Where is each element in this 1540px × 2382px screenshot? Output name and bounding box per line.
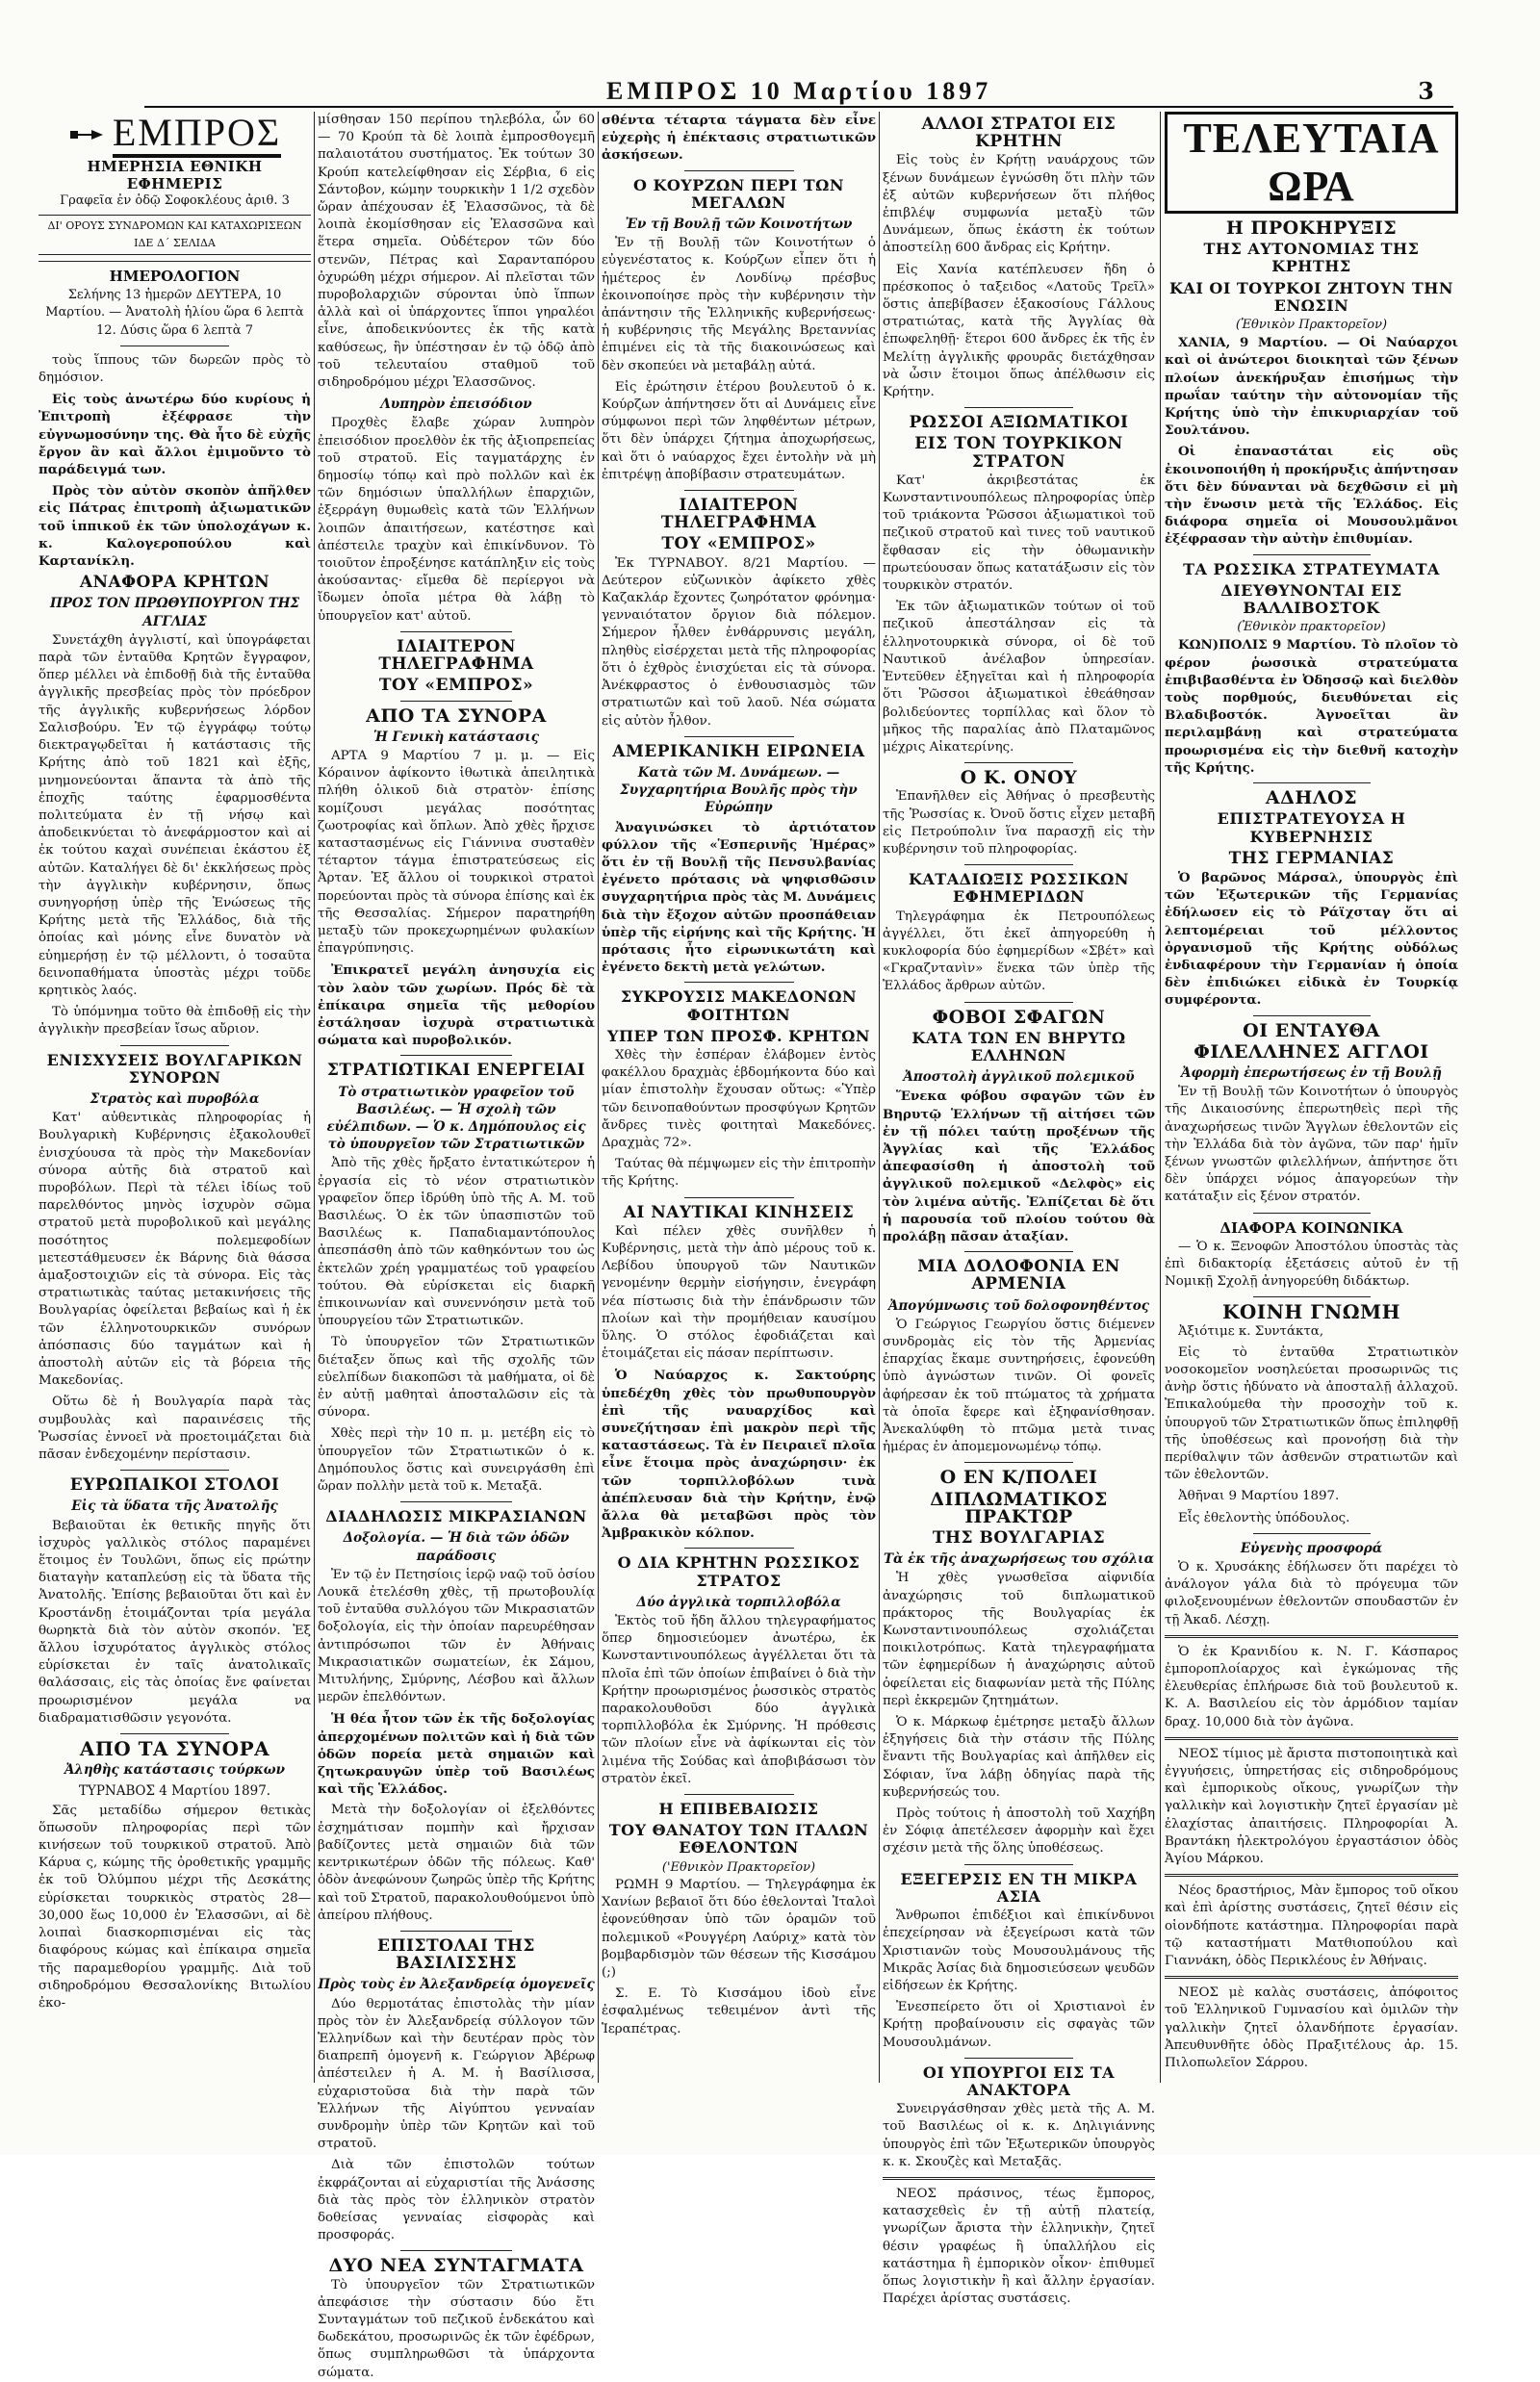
article-heading: ΤΗΣ ΓΕΡΜΑΝΙΑΣ bbox=[1228, 848, 1395, 868]
paragraph: Ἐν τῇ Βουλῇ τῶν Κοινοτήτων ὁ εὐγενέστατος κ. Κούρζων εἶπεν ὅτι ἡ ἡμέτερος ἐν Λονδίνῳ πρέσβυς ἐκοινοποίησε πρὸς τὴν κυβέρνησιν τὴν ἀπάντησιν τῆς Ἑλληνικῆς κυβερνήσεως· ἡ κυβέρνησις τῆς Μεγάλης Βρεταννίας ἐπιμένει εἰς τὰ τῆς διακοινώσεως καὶ δὲν σκοπεύει νὰ μεταβάλῃ αὐτά. bbox=[602, 236, 876, 373]
divider bbox=[964, 1002, 1073, 1003]
article-heading: ΦΟΒΟΙ ΣΦΑΓΩΝ bbox=[932, 1006, 1106, 1028]
article-heading: ΕΠΙΣΤΟΛΑΙ ΤΗΣ ΒΑΣΙΛΙΣΣΗΣ bbox=[377, 1935, 535, 1974]
paragraph: Ἐν τῇ Βουλῇ τῶν Κοινοτήτων ὁ ὑπουργὸς τῆς Δικαιοσύνης ἐπερωτηθεὶς περὶ τῆς ἀναχωρήσεως τινῶν Ἄγγλων ἐθελοντῶν εἰς τὴν Ἑλλάδα διὰ τὸν ἀγῶνα, τῶν παρ' ἡμῖν ξένων γνωστῶν φιλελλήνων, ἀπήντησε ὅτι δὲν ὑπάρχει νόμος ἀπαγορεύων τὴν κατάταξιν εἰς ξένον στρατόν. bbox=[1165, 1085, 1458, 1205]
paragraph: Πρὸς τούτοις ἡ ἀποστολὴ τοῦ Χαχήβη ἐν Σόφιᾳ ἀπετέλεσεν ἀφορμὴν καὶ ἔχει σχέσιν μετὰ τῆς ὅλης ὑποθέσεως. bbox=[883, 1806, 1155, 1857]
article-heading: ΑΠΟ ΤΑ ΣΥΝΟΡΑ bbox=[79, 1737, 270, 1761]
divider bbox=[684, 490, 794, 491]
article-heading: ΔΙΑΦΟΡΑ ΚΟΙΝΩΝΙΚΑ bbox=[1219, 1218, 1403, 1237]
paragraph: Προχθὲς ἔλαβε χώραν λυπηρὸν ἐπεισόδιον προελθὸν ἐκ τῆς ἀξιοπρεπείας τοῦ στρατοῦ. Εἰς ταγματάρχης ἐν δημοσίῳ τόπῳ καὶ πρὸ πολλῶν καὶ ἐκ τῶν δημόσιων ὑπαλλήλων ἐπαρχιῶν, ἐξερράγη θυμωθεὶς κατὰ τῶν Ἑλλήνων λοιπῶν ἀπαιτήσεων, κατέστησε καὶ ἀπέστειλε τραχὺν καὶ ἐπικίνδυνον. Τὸ τοιοῦτον ἐπροξένησε κατάπληξιν εἰς τοὺς ἀκούσαντας· εἴμεθα δὲ περίεργοι νὰ ἴδωμεν ὁποῖα μέτρα θὰ λάβῃ τὸ ὑπουργεῖον κατ' αὐτοῦ. bbox=[318, 416, 595, 624]
column-divider bbox=[314, 112, 315, 2083]
article-heading: ΙΔΙΑΙΤΕΡΟΝ ΤΗΛΕΓΡΑΦΗΜΑ bbox=[378, 636, 534, 675]
paragraph: Τὸ ὑπόμνημα τοῦτο θὰ ἐπιδοθῇ εἰς τὴν ἀγγλικὴν πρεσβείαν ἴσως αὔριον. bbox=[38, 1005, 311, 1037]
divider bbox=[120, 1045, 229, 1046]
paragraph: Ἀξιότιμε κ. Συντάκτα, bbox=[1178, 1323, 1324, 1339]
divider bbox=[1165, 1976, 1458, 1979]
calendar-heading: ΗΜΕΡΟΛΟΓΙΟΝ bbox=[109, 268, 241, 286]
article-subheading: Πρὸς τοὺς ἐν Ἀλεξανδρείᾳ ὁμογενεῖς bbox=[318, 1977, 595, 1993]
article-subheading: Λυπηρὸν ἐπεισόδιον bbox=[380, 397, 532, 413]
paragraph: Χθὲς τὴν ἑσπέραν ἐλάβομεν ἐντὸς φακέλλου δραχμὰς ἑβδομήκοντα δύο καὶ μίαν ἐπιστολὴν ἔχουσαν οὕτως: «Ὑπὲρ τῶν δεινοπαθούντων προσφύγων Κρητῶν ἄνδρες τινὲς φοιτηταὶ Μακεδόνες. Δραχμὰς 72». bbox=[602, 1047, 876, 1150]
calendar-text: Σελήνης 13 ἡμερῶν ΔΕΥΤΕΡΑ, 10 Μαρτίου. — Ἀνατολὴ ἡλίου ὥρα 6 λεπτὰ 12. Δύσις ὥρα 6 λεπτὰ 7 bbox=[45, 288, 304, 338]
paragraph: ΡΩΜΗ 9 Μαρτίου. — Τηλεγράφημα ἐκ Χανίων βεβαιοῖ ὅτι δύο ἐθελονταὶ Ἰταλοὶ ἐφονεύθησαν ὑπὸ τῶν ὁραμῶν τοῦ πολεμικοῦ «Ρουγγέρη Λαύριχ» κατὰ τὸν βομβαρδισμὸν τῶν θέσεων τῆς Κισσάμου (;) bbox=[602, 1877, 876, 1980]
article-heading: Ο Κ. ΟΝΟΥ bbox=[960, 767, 1078, 789]
divider bbox=[1165, 1737, 1458, 1740]
paragraph: Ἄνθρωποι ἐπιδέξιοι καὶ ἐπικίνδυνοι ἐπεχείρησαν νὰ ἐξεγείρωσι κατὰ τῶν Χριστιανῶν τοὺς Μουσουλμάνους τῆς Μικρᾶς Ἀσίας διὰ δημοσιεύσεων ψευδῶν εἰδήσεων ἐκ Κρήτης. bbox=[883, 1908, 1155, 1993]
column-2 bbox=[318, 112, 595, 2380]
article-subheading: Ἡ Γενικὴ κατάστασις bbox=[373, 729, 539, 745]
paragraph: μίσθησαν 150 περίπου τηλεβόλα, ὧν 60 — 70 Κρούπ τὰ δὲ λοιπὰ ἐμπροσθογεμῆ παλαιοτάτου συστήματος. Ἐκ τούτων 30 Κρούπ κατελείφθησαν εἰς Σέρβια, 6 εἰς Σάντοβον, κώμην τουρκικὴν 1 1/2 σχεδὸν ὥραν ἀπέχουσαν ἐξ Ἐλασσῶνος, τὰ δὲ λοιπὰ ἐκομίσθησαν εἰς Ἐλασσῶνα καὶ ἕτερα σημεῖα. Οὐδέτερον τῶν δύο στενῶν, Πέτρας καὶ Σαρανταπόρου ὀχυρώθη μέχρι σήμερον. Αἱ πλεῖσται τῶν πυροβολαρχιῶν σύρονται ὑπὸ ἵππων ἀλλὰ καὶ οἱ ὑπάρχοντες ἵπποι γηραλέοι εἶνε, ἀποδεικνύοντες ἐκ τῆς κατὰ καθύσεως, ἣν ὑπέστησαν ἐν τῷ ὁδῷ ἀπὸ τοῦ τελευταίου σταθμοῦ τοῦ σιδηροδρόμου μέχρι Ἐλασσῶνος. bbox=[318, 113, 595, 391]
divider bbox=[400, 1501, 511, 1502]
article-heading: ΥΠΕΡ ΤΩΝ ΠΡΟΣΦ. ΚΡΗΤΩΝ bbox=[607, 1026, 870, 1045]
paragraph: Τηλεγράφημα ἐκ Πετρουπόλεως ἀγγέλλει, ὅτι ἐκεῖ ἀπηγορεύθη ἡ κυκλοφορία δύο ἐφημερίδων «Σβέτ» καὶ «Γκραζντανὶν» ἕνεκα τῶν ὑπὲρ τῆς Ἑλλάδος ἄρθρων αὐτῶν. bbox=[883, 909, 1155, 994]
paragraph: Πρὸς τὸν αὐτὸν σκοπὸν ἀπῆλθεν εἰς Πάτρας ἐπιτροπὴ ἀξιωματικῶν τοῦ ἱππικοῦ ἐκ τῶν ὑπολοχάγων κ. κ. Καλογεροπούλου καὶ Καρτανίκλη. bbox=[38, 483, 311, 570]
article-subheading: Ἀπογύμνωσις τοῦ δολοφονηθέντος bbox=[887, 1297, 1150, 1314]
divider bbox=[684, 1548, 794, 1549]
paragraph: Ἀθῆναι 9 Μαρτίου 1897. bbox=[1178, 1489, 1340, 1504]
paragraph: Εἰς τοὺς ἐν Κρήτῃ ναυάρχους τῶν ξένων δυνάμεων ἐγνώσθη ὅτι πλὴν τῶν ἐξ αὐτῶν κυβερνήσεων ὅτι πλήθος ἐπιβλέψ συμφωνία μεταξὺ τῶν Δυνάμεων, ὅπως ἑκάστη ἐκ τούτων ἀποστείλῃ 600 ἄνδρας εἰς Κρήτην. bbox=[883, 153, 1155, 256]
divider bbox=[883, 2177, 1155, 2180]
article-heading: ΚΑΤΑ ΤΩΝ ΕΝ ΒΗΡΥΤΩ ΕΛΛΗΝΩΝ bbox=[911, 1028, 1126, 1064]
paragraph: Ὁ Γεώργιος Γεωργίου ὅστις διέμενεν συνδρομὰς εἰς τὸν τῆς Ἀρμενίας ἐπαρχίας ἔκαμε συντηρήσεις, ἐφονεύθη ὑπὸ ἀγνώστων τινῶν. Οἱ φονεῖς ἀφήρεσαν ἐκ τοῦ πτώματος τὰ χρήματα τὰ ὁποῖα ἔφερε καὶ ἐξηφανίσθησαν. Ἀνεκαλύφθη τὸ πτῶμα μετὰ τινας ἡμέρας ἐν ἀπομεμονωμένῳ τόπῳ. bbox=[883, 1317, 1155, 1455]
paragraph: τοὺς ἵππους τῶν δωρεῶν πρὸς τὸ δημόσιον. bbox=[38, 352, 311, 386]
dateline: ΤΥΡΝΑΒΟΣ 4 Μαρτίου 1897. bbox=[78, 1783, 271, 1800]
paragraph: Ἡ χθὲς γνωσθεῖσα αἰφνιδία ἀναχώρησις τοῦ διπλωματικοῦ πράκτορος τῆς Βουλγαρίας ἐκ Κωνσταντινουπόλεως σχολιάζεται ποικιλοτρόπως. Κατὰ τηλεγραφήματα τῶν ἐφημερίδων ἡ ἀναχώρησις αὐτοῦ ὀφείλεται εἰς διαφωνίαν μετὰ τῆς Πύλης περὶ ἐκκρεμῶν ζητημάτων. bbox=[883, 1571, 1155, 1708]
article-heading: Ο ΕΝ Κ/ΠΟΛΕΙ bbox=[939, 1467, 1098, 1489]
paragraph: Εἰς ἐρώτησιν ἑτέρου βουλευτοῦ ὁ κ. Κούρζων ἀπήντησεν ὅτι αἱ Δυνάμεις εἶνε σύμφωνοι περὶ τῶν ληφθέντων μέτρων, ὅτι δὲν ὑπάρχει ζήτημα ἀποχωρήσεως, καὶ ὅτι ὁ ναύαρχος ἔχει ἐντολὴν νὰ μὴ ἐπιτρέψῃ ἀποβίβασιν στρατευμάτων. bbox=[602, 379, 876, 482]
article-heading: ΤΑ ΡΩΣΣΙΚΑ ΣΤΡΑΤΕΥΜΑΤΑ bbox=[1183, 559, 1440, 578]
divider bbox=[1253, 554, 1371, 555]
divider bbox=[400, 1931, 511, 1932]
running-title: ΕΜΠΡΟΣ 10 Μαρτίου 1897 bbox=[606, 77, 992, 105]
column-3 bbox=[602, 112, 876, 2083]
divider bbox=[1253, 782, 1371, 783]
masthead-terms: ΔΙ' ΟΡΟΥΣ ΣΥΝΔΡΟΜΩΝ ΚΑΙ ΚΑΤΑΧΩΡΙΣΕΩΝ ΙΔΕ Δ΄ ΣΕΛΙΔΑ bbox=[38, 215, 311, 255]
paragraph: Ἡ θέα ἦτον τῶν ἐκ τῆς δοξολογίας ἀπερχομένων πολιτῶν καὶ ἡ διὰ τῶν ὁδῶν πορεία μετὰ σημαιῶν καὶ ζητωκραυγῶν ὑπὲρ τοῦ Βασιλέως καὶ τῆς Ἑλλάδος. bbox=[318, 1711, 595, 1798]
paragraph: Χθὲς περὶ τὴν 10 π. μ. μετέβη εἰς τὸ ὑπουργεῖον τῶν Στρατιωτικῶν ὁ κ. Δημόπουλος ὅστις καὶ συνειργάσθη ἐπὶ ὥραν πολλὴν μετὰ τοῦ κ. Μεταξᾶ. bbox=[318, 1426, 595, 1495]
paragraph: Ὁ Ναύαρχος κ. Σακτούρης ὑπεδέχθη χθὲς τὸν πρωθυπουργὸν ἐπὶ τῆς ναυαρχίδος καὶ συνεζήτησαν ἐπὶ μακρὸν περὶ τῆς καταστάσεως. Τὰ ἐν Πειραιεῖ πλοῖα εἶνε ἕτοιμα πρὸς ἀναχώρησιν· ἐκ τῶν τορπιλλοβόλων τινὰ ἀπέπλευσαν διὰ τὴν Κρήτην, ἐνῷ ἄλλα θὰ μεταβῶσι πρὸς τὸν Ἀμβρακικὸν κόλπον. bbox=[602, 1368, 876, 1542]
article-heading: ΚΑΤΑΔΙΩΞΙΣ ΡΩΣΣΙΚΩΝ ΕΦΗΜΕΡΙΔΩΝ bbox=[908, 870, 1130, 907]
divider bbox=[684, 982, 794, 983]
paragraph: Ἐπικρατεῖ μεγάλη ἀνησυχία εἰς τὸν λαὸν τῶν χωρίων. Πρός δὲ τὰ ἐπίκαιρα σημεῖα τῆς μεθορίου ἐστάλησαν ἰσχυρὰ στρατιωτικὰ σώματα καὶ πυροβολικόν. bbox=[318, 962, 595, 1049]
paragraph: Εἷς ἐθελοντὴς ὑπόδουλος. bbox=[1178, 1510, 1350, 1525]
article-subheading: Τὰ ἐκ τῆς ἀναχωρήσεως του σχόλια bbox=[884, 1551, 1154, 1568]
paragraph: Ἐκτὸς τοῦ ἤδη ἄλλου τηλεγραφήματος ὅπερ δημοσιεύομεν ἀνωτέρω, ἐκ Κωνσταντινουπόλεως ἀγγέλλεται ὅτι τὰ πλοῖα ἐπὶ τῶν ὁποίων ἐπιβαίνει ὁ διὰ τὴν Κρήτην προωρισμένος ῥωσσικὸς στρατὸς παρακολουθοῦσι δύο ἀγγλικὰ τορπιλλοβόλα ἐκ Σμύρνης. Ἡ πρόθεσις τῶν πλοίων εἶνε νὰ ἀφίκωνται εἰς τὸν λιμένα τῆς Σούδας καὶ ἀποβιβάσωσι τὸν στρατὸν ἐκεῖ. bbox=[602, 1614, 876, 1786]
paragraph: Ἀναγινώσκει τὸ ἀρτιότατον φύλλον τῆς «Ἑσπερινῆς Ἡμέρας» ὅτι ἐν τῇ Βουλῇ τῆς Πενσυλβανίας ἐγένετο πρότασις νὰ ψηφισθῶσιν συγχαρητήρια πρὸς τὰς Μ. Δυνάμεις διὰ τὴν ἔξοχον αὐτῶν προσπάθειαν ὑπὲρ τῆς εἰρήνης καὶ τῆς Κρήτης. Ἡ πρότασις ἦτο εἰρωνικωτάτη καὶ ἐγένετο δεκτὴ μετὰ γελώτων. bbox=[602, 819, 876, 976]
paragraph: Ὁ κ. Χρυσάκης ἐδήλωσεν ὅτι παρέχει τὸ ἀνάλογον γάλα διὰ τὸ πρόγευμα τῶν φιλοξενουμένων ἐθελοντῶν σπουδαστῶν ἐν τῇ Ἀκαδ. Λέσχῃ. bbox=[1165, 1560, 1458, 1627]
article-heading: ΜΙΑ ΔΟΛΟΦΟΝΙΑ ΕΝ ΑΡΜΕΝΙΑ bbox=[917, 1257, 1120, 1294]
article-heading: ΤΗΣ ΑΥΤΟΝΟΜΙΑΣ ΤΗΣ ΚΡΗΤΗΣ bbox=[1203, 240, 1420, 276]
article-heading: Ο ΔΙΑ ΚΡΗΤΗΝ ΡΩΣΣΙΚΟΣ ΣΤΡΑΤΟΣ bbox=[617, 1553, 860, 1590]
divider bbox=[1165, 1635, 1458, 1638]
article-subheading: Ἐν τῇ Βουλῇ τῶν Κοινοτήτων bbox=[625, 217, 853, 233]
article-heading: ΟΙ ΕΝΤΑΥΘΑ bbox=[1243, 1019, 1380, 1041]
article-heading: ΔΙΑΔΗΛΩΣΙΣ ΜΙΚΡΑΣΙΑΝΩΝ bbox=[325, 1507, 587, 1526]
paragraph: ΧΑΝΙΑ, 9 Μαρτίου. — Οἱ Ναύαρχοι καὶ οἱ ἀνώτεροι διοικηταὶ τῶν ξένων πλοίων ἀνεκήρυξαν ἐπισήμως τὴν πρωΐαν ταύτην τὴν αὐτονομίαν τῆς Κρήτης ὑπὸ τὴν ἐπικυριαρχίαν τοῦ Σουλτάνου. bbox=[1165, 335, 1458, 439]
page-number: 3 bbox=[1418, 77, 1434, 105]
paragraph: ΑΡΤΑ 9 Μαρτίου 7 μ. μ. — Εἰς Κόραινον ἀφίκοντο ἰθωτικὰ ἀπειλητικὰ πλήθη ὁλικοῦ διὰ στρατὸν· ἐπίσης κομίζουσι μεγάλας ποσότητας ζωοτροφίας καὶ ὅπλων. Ἀπὸ χθὲς ἤρχισε καταστασμένως εἰς Γιάννινα συσταθὲν τέταρτον τάγμα ἐπιστρατεύσεως εἰς Ἀρταν. Ἐξ ἄλλου οἱ τουρκικοὶ στρατοὶ πορεύονται πρὸς τὰ σύνορα ἐπίσης καὶ ἐκ τῆς Θεσσαλίας. Σήμερον παρατηρήθη μεταξὺ τῶν προκεχωρημένων φυλακίων ἐπαγρύπνησις. bbox=[318, 748, 595, 957]
article-heading: ΣΤΡΑΤΙΩΤΙΚΑΙ ΕΝΕΡΓΕΙΑΙ bbox=[326, 1061, 586, 1081]
article-heading: ΕΙΣ ΤΟΝ ΤΟΥΡΚΙΚΟΝ ΣΤΡΑΤΟΝ bbox=[914, 434, 1123, 472]
article-subheading: Τὸ στρατιωτικὸν γραφεῖον τοῦ Βασιλέως. — Ἡ σχολὴ τῶν εὐέλπιδων. — Ὁ κ. Δημόπουλος εἰς τὸ ὑπουργεῖον τῶν Στρατιωτικῶν bbox=[326, 1084, 586, 1153]
article-heading: Η ΠΡΟΚΗΡΥΞΙΣ bbox=[1225, 218, 1398, 239]
paragraph: Οὕτω δὲ ἡ Βουλγαρία παρὰ τὰς συμβουλὰς καὶ παραινέσεις τῆς Ῥωσσίας ἐννοεῖ νὰ προετοιμάζεται διὰ πᾶσαν ἐνδεχομένην περίστασιν. bbox=[38, 1395, 311, 1463]
column-1 bbox=[38, 112, 311, 2083]
paragraph: Συνετάχθη ἀγγλιστί, καὶ ὑπογράφεται παρὰ τῶν ἐνταῦθα Κρητῶν ἔγγραφον, ὅπερ μέλλει νὰ ἐπιδοθῇ διὰ τῆς ἐνταῦθα ἀγγλικῆς πρεσβείας πρὸς τὸν πρόεδρον τῆς ἀγγλικῆς κυβερνήσεως λόρδον Σαλισβούρυ. Ἐν τῷ ἐγγράφῳ τούτῳ διεκτραγῳδεῖται ἡ κατάστασις τῆς Κρήτης ἀπὸ τοῦ 1821 καὶ ἐξῆς, μνημονεύονται ἅπαντα τὰ ἀπὸ τῆς ἐποχῆς ταύτης ἐφαρμοσθέντα πολιτεύματα ἐν τῇ νήσῳ καὶ ἀποδεικνύεται τὸ ἀνεφάρμοστον καὶ αἱ ἐκ τούτου καχαὶ συνέπειαι ἑκάστου ἐξ αὐτῶν. Καταλήγει δὲ δι' ἐκκλήσεως πρὸς τὴν ἀγγλικὴν κυβέρνησιν, ὅπως συνηγορήσῃ ὑπὲρ τῆς Ἑνώσεως τῆς Κρήτης μετὰ τῆς Ἑλλάδος, διὰ τῆς ὁποίας καὶ μόνης εἶνε δυνατὸν νὰ εὐημερήσῃ ἐν τῷ μέλλοντι, ὁ τοσαῦτα δεινοπαθήματα ὑποστὰς μέχρι τοῦδε κρητικὸς λαός. bbox=[38, 632, 311, 998]
paragraph: Σᾶς μεταδίδω σήμερον θετικὰς ὅπωσοῦν πληροφορίας περὶ τῶν κινήσεων τοῦ τουρκικοῦ στρατοῦ. Ἀπὸ Κάρυα ς, κώμης τῆς ὀροθετικῆς γραμμῆς ἐκ τοῦ Ὀλύμπου μέχρι τῆς Δεσκάτης εὑρίσκεται τουρκικὸς στρατὸς 28—30,000 ἕως 10,000 ἐν Ἐλασσῶνι, αἱ δὲ λοιπαὶ διασκορπισμέναι εἰς τὰς διαφόρους κώμας καὶ ἐπίκαιρα σημεῖα τῆς παραμεθορίου γραμμῆς. Διὰ τοῦ σιδηροδρόμου Θεσσαλονίκης Βιτωλίου ἐκο- bbox=[38, 1803, 311, 2011]
pointing-hand-icon bbox=[68, 122, 107, 147]
paragraph: Συνειργάσθησαν χθὲς μετὰ τῆς Α. Μ. τοῦ Βασιλέως οἱ κ. κ. Δηλιγιάννης ὑπουργὸς ἐπὶ τῶν Ἐξωτερικῶν ὑπουργὸς κ. κ. Σκουζὲς καὶ Μεταξᾶς. bbox=[883, 2102, 1155, 2169]
running-header bbox=[144, 75, 1453, 104]
paragraph: — Ὁ κ. Ξενοφῶν Ἀποστόλου ὑποστὰς τὰς ἐπὶ διδακτορίᾳ ἐξετάσεις αὐτοῦ ἐν τῇ Νομικῇ Σχολῇ ἀνηγορεύθη διδάκτωρ. bbox=[1165, 1239, 1458, 1290]
masthead-subtitle: ΗΜΕΡΗΣΙΑ ΕΘΝΙΚΗ ΕΦΗΜΕΡΙΣ bbox=[87, 158, 263, 193]
article-heading: ΤΟΥ «ΕΜΠΡΟΣ» bbox=[378, 676, 534, 696]
paragraph: Καὶ πέλεν χθὲς συνῆλθεν ἡ Κυβέρνησις, μετὰ τὴν ἀπὸ μέρους τοῦ κ. Λεβίδου ὑπουργοῦ τῶν Ναυτικῶν γενομένην θερμὴν εἰσήγησιν, ἐνεγράφη νέα πίστωσις διὰ τὴν ἐπάνδρωσιν τῶν πλοίων καὶ τὴν προμήθειαν καυσίμου ὕλης. Ὁ στόλος ἐφοδιάζεται καὶ ἑτοιμάζεται εἰς πάσαν περίπτωσιν. bbox=[602, 1223, 876, 1362]
article-heading: ΑΛΛΟΙ ΣΤΡΑΤΟΙ ΕΙΣ ΚΡΗΤΗΝ bbox=[921, 115, 1116, 152]
article-heading: ΕΥΡΩΠΑΙΚΟΙ ΣΤΟΛΟΙ bbox=[69, 1475, 280, 1496]
classified-ad: ΝΕΟΣ μὲ καλὰς συστάσεις, ἀπόφοιτος τοῦ Ἑλληνικοῦ Γυμνασίου καὶ ὁμιλῶν τὴν γαλλικὴν ζητεῖ ὁλανδήποτε ἐργασίαν. Ἀπευθυνθῆτε ὁδὸς Πραξιτέλους ἀρ. 15. Πιλοπωλεῖον Σάρρου. bbox=[1165, 1985, 1458, 2071]
paragraph: Τὸ ὑπουργεῖον τῶν Στρατιωτικῶν διέταξεν ὅπως καὶ τῆς σχολῆς τῶν εὐελπίδων διακοπῶσι τὰ μαθήματα, οἱ δὲ ἐν αὐτῇ μαθηταὶ ἀποσταλῶσιν εἰς τὰ σύνορα. bbox=[318, 1335, 595, 1421]
divider bbox=[1253, 1296, 1371, 1297]
article-heading: ΔΙΕΥΘΥΝΟΝΤΑΙ ΕΙΣ ΒΑΛΛΙΒΟΣΤΟΚ bbox=[1220, 580, 1402, 618]
article-heading: ΕΞΕΓΕΡΣΙΣ ΕΝ ΤΗ ΜΙΚΡΑ ΑΣΙΑ bbox=[900, 1869, 1138, 1906]
divider bbox=[964, 2058, 1073, 2059]
article-heading: ΟΙ ΥΠΟΥΡΓΟΙ ΕΙΣ ΤΑ ΑΝΑΚΤΟΡΑ bbox=[922, 2062, 1116, 2099]
paragraph: Ἐκ τῶν ἀξιωματικῶν τούτων οἱ τοῦ πεζικοῦ ἀπεστάλησαν εἰς τὰ ἑλληνοτουρκικὰ σύνορα, οἱ δὲ τοῦ Ναυτικοῦ ἀνέλαβον ὑπηρεσίαν. Ἐντεῦθεν ἐξηγεῖται καὶ ἡ πληροφορία ὅτι Ῥῶσσοι ἀξιωματικοὶ ἐθεάθησαν βολιδεύοντες τορπίλλας καὶ ὅλον τὸ μῆκος τῆς παραλίας ἀπὸ Πλαταμῶνος μέχρις Αἰκατερίνης. bbox=[883, 600, 1155, 755]
article-heading: Ο ΚΟΥΡΖΩΝ ΠΕΡΙ ΤΩΝ ΜΕΓΑΛΩΝ bbox=[632, 175, 845, 212]
paragraph: Ἐνεσπείρετο ὅτι οἱ Χριστιανοὶ ἐν Κρήτῃ προβαίνουσιν εἰς σφαγὰς τῶν Μουσουλμάνων. bbox=[883, 2000, 1155, 2050]
article-heading: ΑΜΕΡΙΚΑΝΙΚΗ ΕΙΡΩΝΕΙΑ bbox=[612, 741, 865, 761]
article-heading: ΔΙΠΛΩΜΑΤΙΚΟΣ ΠΡΑΚΤΩΡ bbox=[930, 1488, 1108, 1527]
classified-ad: Ὁ ἐκ Κρανιδίου κ. Ν. Γ. Κάσπαρος ἐμποροπλοίαρχος καὶ ἐγκώμονας τῆς ἐλευθερίας ἐπλήρωσε διὰ τοῦ βουλευτοῦ κ. Κ. Α. Βασιλείου εἰς τὸν ἁρμόδιον ταμίαν δραχ. 10,000 διὰ τὸν ἀγῶνα. bbox=[1165, 1644, 1458, 1729]
classified-ad: ΝΕΟΣ τίμιος μὲ ἄριστα πιστοποιητικὰ καὶ ἐγγυήσεις, ὑπηρετήσας εἰς σιδηροδρόμους καὶ ἐμπορικοὺς οἴκους, γνωρίζων τὴν γαλλικὴν καὶ λογιστικὴν ζητεῖ ἐργασίαν μὲ ἐλαχίστας ἀπαιτήσεις. Πληροφορίαι Ἀ. Βραντάκη ἠλεκτρολόγου ἐργαστάσιον ὁδὸς Ἀγίου Μάρκου. bbox=[1165, 1746, 1458, 1867]
article-heading: ΑΝΑΦΟΡΑ ΚΡΗΤΩΝ bbox=[79, 573, 270, 593]
divider bbox=[120, 1733, 229, 1734]
masthead bbox=[38, 112, 311, 262]
article-subheading: Δύο ἀγγλικὰ τορπιλλοβόλα bbox=[636, 1594, 841, 1610]
divider bbox=[684, 1794, 794, 1795]
source-note: ('Εθνικὸν Πρακτορεῖον) bbox=[661, 1859, 816, 1875]
paragraph: Ἐν τῷ ἐν Πετησίοις ἱερῷ ναῷ τοῦ ὁσίου Λουκᾶ ἐτελέσθη χθὲς, τῇ πρωτοβουλίᾳ τοῦ ἐνταῦθα συλλόγου τῶν Μικρασιατῶν δοξολογία, εἰς τὴν ὁποίαν παρευρέθησαν ἀντιπρόσωποι τῶν ἐν Ἀθήναις Μικρασιατικῶν σωματείων, ἐκ Σάμου, Μιτυλήνης, Σμύρνης, Λέσβου καὶ ἄλλων μερῶν ἐπελθόντων. bbox=[318, 1567, 595, 1705]
masthead-offices: Γραφεῖα ἐν ὁδῷ Σοφοκλέους ἀριθ. 3 bbox=[60, 193, 290, 209]
paragraph: ΚΩΝ)ΠΟΛΙΣ 9 Μαρτίου. Τὸ πλοῖον τὸ φέρον ῥωσσικὰ στρατεύματα ἐπιβιβασθέντα ἐν Ὀδησσῷ καὶ διελθὸν τοὺς πορθμούς, διευθύνεται εἰς Βλαδιβοστόκ. Ἀγνοεῖται ἂν περιλαμβάνῃ καὶ στρατεύματα προωρισμένα εἰς τὴν διεθνῆ κατοχὴν τῆς Κρήτης. bbox=[1165, 637, 1458, 776]
paragraph: Βεβαιοῦται ἐκ θετικῆς πηγῆς ὅτι ἰσχυρὸς γαλλικὸς στόλος παραμένει ἕτοιμος ἐν Τουλῶνι, ὅπως εἰς πρώτην διαταγὴν καταπλεύσῃ εἰς τὰ ὕδατα τῆς Ἀνατολῆς. Ἐπίσης βεβαιοῦται ὅτι καὶ ἐν Κροστάνδῃ ἑτοιμάζονται τρία μεγάλα θωρηκτὰ διὰ τὸν αὐτὸν σκοπόν. Ἐξ ἄλλου ἰσχυρότατος ἀγγλικὸς στόλος εὑρίσκεται ἐν ταῖς ἀνατολικαῖς θαλάσσαις, εἰς τὰς ὁποίας ἔνε φαίνεται προωρισμένον μεγάλα να διαδραματισθῶσιν γεγονότα. bbox=[38, 1518, 311, 1726]
divider bbox=[964, 1864, 1073, 1865]
paragraph: Εἰς Χανία κατέπλευσεν ἤδη ὁ πρέσκοπος ὁ ταξειδος «Λατοῦς Τρεῖλ» ὅστις ἀπεβίβασεν ἑξακοσίους Γάλλους στρατιώτας, κατὰ τῆς Ἀγγλίας θὰ ἐπωφεληθῇ· ἕτεροι 600 ἄνδρες ἐκ τῆς ἐν Μελίτῃ ἀγγλικῆς φρουρᾶς διετάχθησαν νὰ ὦσιν ἕτοιμοι ὅπως ἀπέλθωσιν εἰς Κρήτην. bbox=[883, 262, 1155, 400]
divider bbox=[400, 1055, 511, 1056]
article-heading: ΕΝΙΣΧΥΣΕΙΣ ΒΟΥΛΓΑΡΙΚΩΝ ΣΥΝΟΡΩΝ bbox=[46, 1050, 303, 1087]
paragraph: Οἱ ἐπαναστάται εἰς οὓς ἐκοινοποιήθη ἡ προκήρυξις ἀπήντησαν ὅτι δὲν δύνανται νὰ δεχθῶσιν εἰ μὴ τὴν ἕνωσιν μετὰ τῆς Ἑλλάδος. Εἰς διάφορα σημεῖα οἱ Μουσουλμᾶνοι ἐξέφρασαν τὴν αὐτὴν ἐπιθυμίαν. bbox=[1165, 444, 1458, 548]
divider bbox=[964, 1251, 1073, 1252]
column-divider bbox=[598, 112, 599, 2083]
divider bbox=[1253, 1213, 1371, 1214]
paragraph: Ταύτας θὰ πέμψωμεν εἰς τὴν ἐπιτροπὴν τῆς Κρήτης. bbox=[602, 1157, 876, 1190]
paragraph: Ὁ βαρῶνος Μάρσαλ, ὑπουργὸς ἐπὶ τῶν Ἐξωτερικῶν τῆς Γερμανίας ἐδήλωσεν εἰς τὸ Ράϊχσταγ ὅτι αἱ λεπτομέρειαι τοῦ μέλλοντος ὀργανισμοῦ τῆς Κρήτης οὐδόλως ἐνδιαφέρουν τὴν Γερμανίαν ἡ ὁποία δὲν ἐπιδιώκει εἰδικὰ ἐν Τουρκίᾳ συμφέροντα. bbox=[1165, 869, 1458, 1009]
divider bbox=[684, 170, 794, 171]
article-subheading: Εὐγενὴς προσφορά bbox=[1240, 1540, 1383, 1556]
article-subheading: ΠΡΟΣ ΤΟΝ ΠΡΩΘΥΠΟΥΡΓΟΝ ΤΗΣ ΑΓΓΛΙΑΣ bbox=[49, 596, 300, 629]
last-hour-banner: ΤΕΛΕΥΤΑΙΑ ΩΡΑ bbox=[1165, 112, 1458, 214]
article-heading: ΔΥΟ ΝΕΑ ΣΥΝΤΑΓΜΑΤΑ bbox=[328, 2255, 584, 2277]
source-note: (Ἐθνικὸν Πρακτορεῖον) bbox=[1235, 318, 1388, 333]
paragraph: Μετὰ τὴν δοξολογίαν οἱ ἐξελθόντες ἐσχημάτισαν πομπὴν καὶ ἤρχισαν βαδίζοντες μετὰ σημαιῶν διὰ τῶν κεντρικωτέρων ὁδῶν τῆς πόλεως. Καθ' ὁδὸν ἀνεφώνουν ζωηρῶς ὑπὲρ τῆς Κρήτης καὶ τοῦ Στρατοῦ, παρακολουθούμενοι ὑπὸ ἀπείρου πλήθους. bbox=[318, 1803, 595, 1923]
divider bbox=[120, 1470, 229, 1471]
article-heading: ΑΠΟ ΤΑ ΣΥΝΟΡΑ bbox=[366, 704, 547, 727]
article-subheading: Ἀληθὴς κατάστασις τούρκων bbox=[64, 1762, 286, 1779]
paragraph: σθέντα τέταρτα τάγματα δὲν εἶνε εὐχερὴς ἡ ἐπέκτασις στρατιωτικῶν ἀσκήσεων. bbox=[602, 113, 876, 164]
article-heading: ΤΟΥ «ΕΜΠΡΟΣ» bbox=[661, 534, 816, 554]
article-heading: ΤΗΣ ΒΟΥΛΓΑΡΙΑΣ bbox=[932, 1528, 1106, 1549]
article-heading: ΣΥΚΡΟΥΣΙΣ ΜΑΚΕΔΟΝΩΝ ΦΟΙΤΗΤΩΝ bbox=[620, 987, 858, 1024]
article-heading: ΕΠΙΣΤΡΑΤΕΥΟΥΣΑ Η ΚΥΒΕΡΝΗΣΙΣ bbox=[1217, 809, 1406, 846]
paragraph: Ἀπὸ τῆς χθὲς ἤρξατο ἐντατικώτερον ἡ ἐργασία εἰς τὸ νέον στρατιωτικὸν γραφεῖον ὅπερ ἱδρύθη ὑπὸ τῆς Α. Μ. τοῦ Βασιλέως. Ὁ ἐκ τῶν ὑπασπιστῶν τοῦ Βασιλέως κ. Παπαδιαμαντόπουλος ἀπεσπάσθη ἀπὸ τῶν καθηκόντων του ὡς ἐκτελῶν χρέη γραμματέως τοῦ γραφείου τούτου. Θὰ εὑρίσκεται εἰς διαρκῆ ἐπικοινωνίαν καὶ συνεννόησιν μετὰ τοῦ ὑπουργείου τῶν Στρατιωτικῶν. bbox=[318, 1156, 595, 1329]
paragraph: Ἕνεκα φόβου σφαγῶν τῶν ἐν Βηρυτῷ Ἑλλήνων τῇ αἰτήσει τῶν ἐν τῇ πόλει ταύτῃ προξένων τῆς Ἀγγλίας καὶ τῆς Ἑλλάδος ἀπεφασίσθη ἡ ἀποστολὴ τοῦ ἀγγλικοῦ πολεμικοῦ «Δελφὸς» εἰς τὸν λιμένα αὐτῆς. Ἐλπίζεται δὲ ὅτι ἡ παρουσία τοῦ πλοίου τούτου θὰ προλάβῃ πᾶσαν ἀταξίαν. bbox=[883, 1089, 1155, 1244]
paragraph: Ἐκ ΤΥΡΝΑΒΟΥ. 8/21 Μαρτίου. — Δεύτερον εὐζωνικὸν ἀφίκετο χθὲς Καζακλάρ ἔχοντες ζωηρότατον φρόνημα· γενναιότατον ὄργιον διὰ πόλεμον. Σήμερον ἦλθεν ἐνθάρρυνσις μεγάλη, πληθὺς εἰσέρχεται μετὰ τῆς πληροφορίας ὅτι ὁ ἐχθρὸς ἐνισχύεται εἰς τὰ σύνορα. Ἀνέκφραστος ὁ ἐνθουσιασμὸς τῶν στρατιωτῶν καὶ τοῦ λαοῦ. Νέα σώματα εἰς αὐτὸν ἦλθον. bbox=[602, 555, 876, 729]
classified-ad: ΝΕΟΣ πράσινος, τέως ἔμπορος, κατασχεθεὶς ἐν τῇ αὐτῇ πλατείᾳ, γνωρίζων ἄριστα τὴν ἑλληνικὴν, ζητεῖ θέσιν γραφέως ἢ ὑπαλλήλου εἰς κατάστημα ἢ ἐμπορικὸν οἶκον· ἐπιθυμεῖ ὅπως λογιστικὴν ἢ καὶ ἄλλην ἐργασίαν. Παρέχει ἀρίστας συστάσεις. bbox=[883, 2186, 1155, 2307]
article-heading: ΡΩΣΣΟΙ ΑΞΙΩΜΑΤΙΚΟΙ bbox=[909, 413, 1129, 433]
paragraph: Εἰς τὸ ἐνταῦθα Στρατιωτικὸν νοσοκομεῖον νοσηλεύεται προσωρινῶς τις ἀνὴρ ὅστις ἠδύνατο νὰ ἀποσταλῇ ἀλλαχοῦ. Ἐπικαλούμεθα τὴν προσοχὴν τοῦ κ. ὑπουργοῦ τῶν Στρατιωτικῶν ὅπως ἐπιληφθῇ τῆς ὑποθέσεως καὶ προνοήσῃ διὰ τὴν περίθαλψιν τῶν ἀσθενῶν στρατιωτῶν καὶ τῶν ἐθελοντῶν. bbox=[1165, 1345, 1458, 1483]
header-rule bbox=[144, 106, 1453, 108]
paragraph: Κατ' ἀκριβεστάτας ἐκ Κωνσταντινουπόλεως πληροφορίας ὑπὲρ τοῦ τριάκοντα Ῥῶσσοι ἀξιωματικοὶ τοῦ πεζικοῦ στρατοῦ καὶ τινες τοῦ ναυτικοῦ ἔφθασαν εἰς τὴν ὀθωμανικὴν πρωτεύουσαν ὅπως κατατάξωσιν εἰς τὸν τουρκικὸν στρατόν. bbox=[883, 473, 1155, 594]
article-heading: ΑΙ ΝΑΥΤΙΚΑΙ ΚΙΝΗΣΕΙΣ bbox=[623, 1202, 855, 1222]
article-heading: ΚΑΙ ΟΙ ΤΟΥΡΚΟΙ ΖΗΤΟΥΝ ΤΗΝ ΕΝΩΣΙΝ bbox=[1169, 278, 1453, 315]
paragraph: Διὰ τῶν ἐπιστολῶν τούτων ἐκφράζονται αἱ εὐχαριστίαι τῆς Ἀνάσσης διὰ τὰς πρὸς τὸν ἑλληνικὸν στρατὸν δοθείσας γενναίας εἰσφορὰς καὶ προσφοράς. bbox=[318, 2158, 595, 2243]
paragraph: Δύο θερμοτάτας ἐπιστολὰς τὴν μίαν πρὸς τὸν ἐν Ἀλεξανδρείᾳ σύλλογον τῶν Ἑλληνίδων καὶ τὴν δευτέραν πρὸς τὸν διαπρεπῆ ὁμογενῆ κ. Γεώργιον Ἀβέρωφ ἀπέστειλεν ἡ Α. Μ. ἡ Βασίλισσα, εὐχαριστοῦσα διὰ τὴν παρὰ τῶν Ἑλλήνων τῆς Αἰγύπτου γενναίαν συνδρομὴν ὑπὲρ τῶν Κρητῶν καὶ τοῦ στρατοῦ. bbox=[318, 1996, 595, 2152]
masthead-logo bbox=[38, 112, 311, 158]
divider bbox=[1165, 1874, 1458, 1877]
article-heading: ΤΟΥ ΘΑΝΑΤΟΥ ΤΩΝ ΙΤΑΛΩΝ ΕΘΕΛΟΝΤΩΝ bbox=[608, 1821, 869, 1857]
column-divider bbox=[1160, 112, 1161, 2083]
divider bbox=[400, 2250, 511, 2251]
divider bbox=[1253, 1015, 1371, 1016]
classified-ad: Νέος δραστήριος, Μὰν ἔμπορος τοῦ οἴκου καὶ ἐπὶ ἀρίστης συστάσεις, ζητεῖ θέσιν εἰς οἱονδήποτε κατάστημα. Πληροφορίαι παρὰ τῷ καταστήματι Ματθιοπούλου καὶ Γιαννάκη, ὁδὸς Περικλέους ἐν Ἀθήναις. bbox=[1165, 1883, 1458, 1969]
divider bbox=[684, 1197, 794, 1198]
divider bbox=[400, 701, 511, 702]
article-subheading: Στρατὸς καὶ πυροβόλα bbox=[90, 1090, 260, 1107]
source-note: (Ἐθνικὸν πρακτορεῖον) bbox=[1237, 620, 1386, 635]
article-subheading: Ἀποστολὴ ἀγγλικοῦ πολεμικοῦ bbox=[903, 1069, 1135, 1086]
article-heading: ΦΙΛΕΛΛΗΝΕΣ ΑΓΓΛΟΙ bbox=[1194, 1040, 1429, 1063]
paragraph: Τὸ ὑπουργεῖον τῶν Στρατιωτικῶν ἀπεφάσισε τὴν σύστασιν δύο ἔτι Συνταγμάτων τοῦ πεζικοῦ ἑνδεκάτου καὶ δωδεκάτου, προσωρινῶς ἐκ τῶν ἐφέδρων, ὅπως συμπληρωθῶσι τὰ ὑπάρχοντα σώματα. bbox=[318, 2277, 595, 2380]
paragraph: Σ. Ε. Τὸ Κισσάμου ἰδοὺ εἶνε ἐσφαλμένως τεθειμένον ἀντὶ τῆς Ἱεραπέτρας. bbox=[602, 1986, 876, 2036]
paragraph: Εἰς τοὺς ἀνωτέρω δύο κυρίους ἡ Ἐπιτροπὴ ἐξέφρασε τὴν εὐγνωμοσύνην της. Θὰ ἦτο δὲ εὐχῆς ἔργον ἂν καὶ ἄλλοι ἐμιμοῦντο τὸ παράδειγμά των. bbox=[38, 392, 311, 478]
article-heading: ΑΔΗΛΟΣ bbox=[1265, 787, 1358, 809]
paragraph: Ὁ κ. Μάρκωφ ἐμέτρησε μεταξὺ ἄλλων ἐξηγήσεις διὰ τὴν στάσιν τῆς Πύλης ἔναντι τῆς Βουλγαρίας καὶ ἀπῆλθεν εἰς Σόφιαν, ἵνα λάβῃ ὁδηγίας παρὰ τῆς κυβερνήσεώς του. bbox=[883, 1715, 1155, 1800]
column-divider bbox=[879, 112, 880, 2083]
article-subheading: Ἀφορμὴ ἐπερωτήσεως ἐν τῇ Βουλῇ bbox=[1181, 1064, 1442, 1081]
divider bbox=[964, 864, 1073, 865]
column-4 bbox=[883, 112, 1155, 2307]
paragraph: Ἐπανῆλθεν εἰς Ἀθήνας ὁ πρεσβευτὴς τῆς Ῥωσσίας κ. Ὀνοῦ ὅστις εἶχεν μεταβῆ εἰς Πετρούπολιν ἵνα παρασχῇ εἰς τὴν κυβέρνησιν τοῦ πληροφορίας. bbox=[883, 789, 1155, 857]
article-heading: ΙΔΙΑΙΤΕΡΟΝ ΤΗΛΕΓΡΑΦΗΜΑ bbox=[660, 496, 817, 533]
divider bbox=[964, 762, 1073, 763]
article-subheading: Εἰς τὰ ὕδατα τῆς Ἀνατολῆς bbox=[71, 1498, 278, 1515]
divider bbox=[684, 736, 794, 737]
article-heading: ΚΟΙΝΗ ΓΝΩΜΗ bbox=[1221, 1300, 1401, 1324]
paragraph: Κατ' αὐθεντικὰς πληροφορίας ἡ Βουλγαρικὴ Κυβέρνησις ἐξακολουθεῖ ἐνισχύουσα τὰ πρὸς τὴν Μακεδονίαν σύνορα αὐτῆς διὰ στρατοῦ καὶ πυροβόλων. Περὶ τὰ τέλει ἰδίως τοῦ παρελθόντος μηνὸς ἰσχυρὸν σῶμα στρατοῦ μετὰ πυροβολικοῦ καὶ μεγάλης ποσότητος πολεμεφοδίων μετεστάθμευσεν ἐκ Βάρνης διὰ θάσσα ἀμαξοστοιχιῶν εἰς τὰ σύνορα. Εἰς τὰς στρατιωτικὰς ταύτας μετακινήσεις τῆς Βουλγαρίας ὀφείλεται βεβαίως καὶ ἡ ἐκ τῶν ἑλληνοτουρκικῶν συνόρων ἀπόσπασις δύο ταγμάτων καὶ ἡ ἀποστολὴ αὐτῶν εἰς τὰ βόρεια τῆς Μακεδονίας. bbox=[38, 1111, 311, 1389]
article-heading: Η ΕΠΙΒΕΒΑΙΩΣΙΣ bbox=[658, 1800, 819, 1819]
divider bbox=[1253, 1533, 1371, 1534]
divider bbox=[400, 631, 511, 632]
article-subheading: Δοξολογία. — Ἡ διὰ τῶν ὁδῶν παράδοσις bbox=[343, 1530, 570, 1564]
article-subheading: Κατὰ τῶν Μ. Δυνάμεων. — Συγχαρητήρια Βουλῆς πρὸς τὴν Εὐρώπην bbox=[620, 764, 858, 816]
divider bbox=[964, 1462, 1073, 1463]
masthead-name: ΕΜΠΡΟΣ bbox=[113, 112, 281, 158]
column-5 bbox=[1165, 112, 1458, 2083]
divider bbox=[964, 407, 1073, 408]
